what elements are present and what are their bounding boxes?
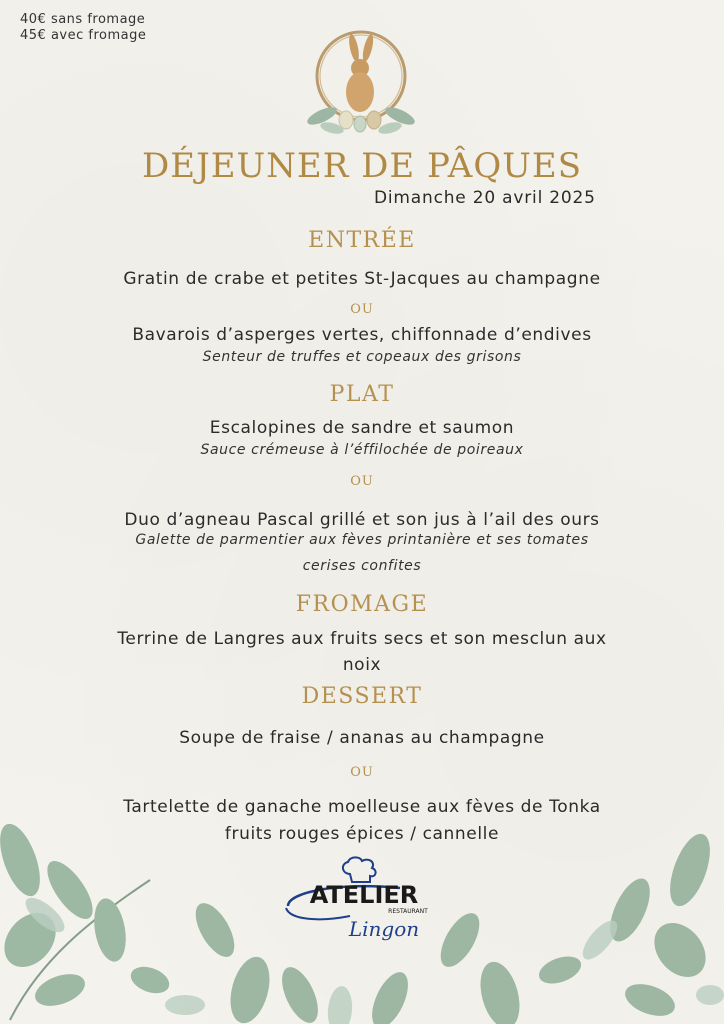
entree-dish-1: Gratin de crabe et petites St-Jacques au champagne bbox=[123, 269, 601, 289]
dessert-dish-1: Soupe de fraise / ananas au champagne bbox=[179, 728, 545, 748]
logo-script: Lingon bbox=[348, 917, 420, 941]
bunny-wreath-icon bbox=[288, 24, 434, 144]
dessert-dish-2-line-2: fruits rouges épices / cannelle bbox=[224, 824, 500, 844]
dessert-dish-2-line-1: Tartelette de ganache moelleuse aux fèves de Tonka bbox=[123, 797, 601, 817]
or-separator: OU bbox=[350, 474, 374, 489]
price-with-cheese: 45€ avec fromage bbox=[20, 28, 147, 43]
plat-dish-1-description: Sauce crémeuse à l’éffilochée de poireaux bbox=[200, 442, 524, 458]
plat-dish-2-description-line-2: cerises confites bbox=[302, 558, 422, 574]
plat-dish-1: Escalopines de sandre et saumon bbox=[209, 418, 515, 438]
event-date: Dimanche 20 avril 2025 bbox=[374, 188, 596, 208]
section-heading-fromage: FROMAGE bbox=[295, 592, 429, 617]
page-title: DÉJEUNER DE PÂQUES bbox=[142, 146, 582, 186]
chef-hat-icon bbox=[343, 857, 376, 882]
atelier-lingon-logo bbox=[280, 856, 446, 946]
section-heading-plat: PLAT bbox=[329, 382, 395, 407]
or-separator: OU bbox=[350, 765, 374, 780]
plat-dish-2-description-line-1: Galette de parmentier aux fèves printanière et ses tomates bbox=[135, 532, 589, 548]
fromage-dish-line-1: Terrine de Langres aux fruits secs et son mesclun aux bbox=[117, 629, 607, 649]
plat-dish-2: Duo d’agneau Pascal grillé et son jus à l’ail des ours bbox=[124, 510, 600, 530]
section-heading-dessert: DESSERT bbox=[301, 684, 423, 709]
price-info bbox=[20, 12, 146, 44]
logo-name: ATELIER bbox=[309, 881, 419, 909]
entree-dish-2: Bavarois d’asperges vertes, chiffonnade d’endives bbox=[132, 325, 592, 345]
logo-subtitle: RESTAURANT bbox=[388, 908, 428, 915]
price-without-cheese: 40€ sans fromage bbox=[20, 12, 146, 27]
or-separator: OU bbox=[350, 302, 374, 317]
entree-dish-2-description: Senteur de truffes et copeaux des grisons bbox=[202, 349, 522, 365]
section-heading-entree: ENTRÉE bbox=[308, 228, 416, 253]
fromage-dish-line-2: noix bbox=[342, 655, 382, 675]
